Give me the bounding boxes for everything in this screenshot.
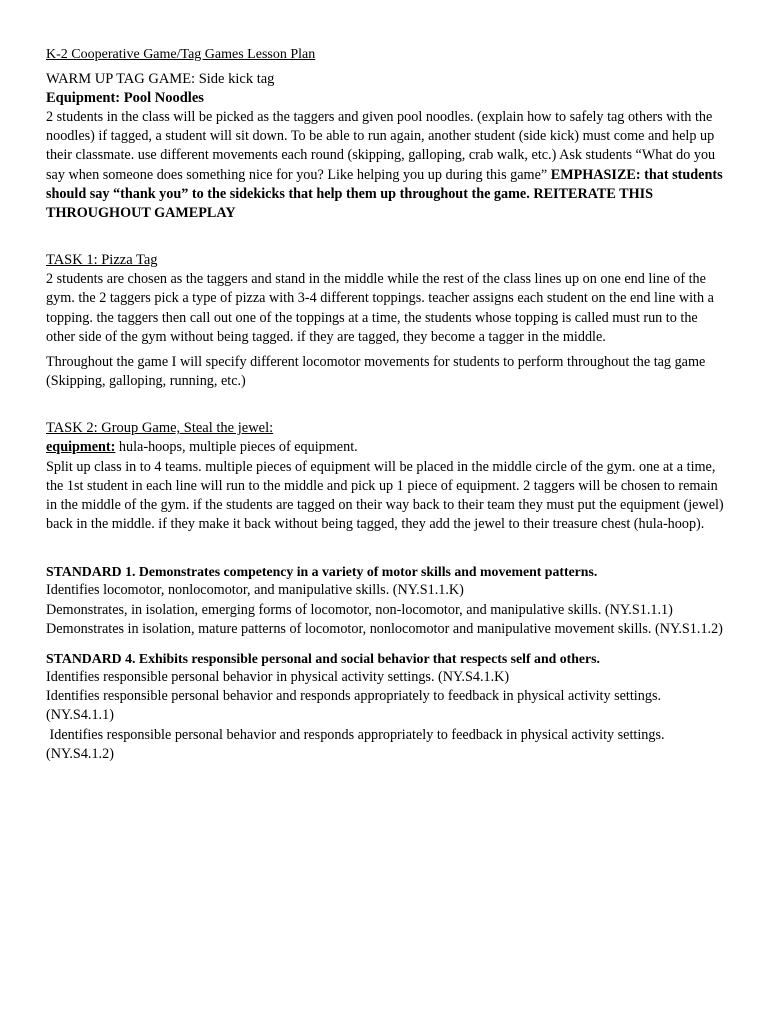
- standard4-line: Identifies responsible personal behavior in physical activity settings. (NY.S4.1.K): [46, 669, 510, 686]
- standard1-heading: STANDARD 1. Demonstrates competency in a variety of motor skills and movement patterns.: [46, 564, 598, 580]
- task1-heading: TASK 1: Pizza Tag: [46, 252, 158, 269]
- task2-equipment-label: equipment:: [46, 439, 116, 456]
- task2-heading: TASK 2: Group Game, Steal the jewel:: [46, 420, 274, 437]
- document-title: K-2 Cooperative Game/Tag Games Lesson Plan: [46, 47, 316, 62]
- warmup-equipment: Equipment: Pool Noodles: [46, 90, 204, 106]
- standard4-heading: STANDARD 4. Exhibits responsible personal and social behavior that respects self and others.: [46, 651, 600, 667]
- warmup-heading: WARM UP TAG GAME: Side kick tag: [46, 71, 275, 87]
- warmup-section: [46, 70, 730, 223]
- task2-equipment: [46, 438, 730, 457]
- task2-section: [46, 419, 730, 534]
- warmup-emphasis: EMPHASIZE: that students should say “thank you” to the sidekicks that help them up throughout the game. REITERATE THIS THROUGHOUT GAMEPLAY: [46, 166, 723, 222]
- standard1-line: Identifies locomotor, nonlocomotor, and manipulative skills. (NY.S1.1.K): [46, 582, 464, 599]
- standard4-section: [46, 649, 730, 764]
- standard1-line: Demonstrates, in isolation, emerging forms of locomotor, non-locomotor, and manipulative skills. (NY.S1.1.1): [46, 601, 673, 618]
- standard1-line: Demonstrates in isolation, mature patterns of locomotor, nonlocomotor and manipulative movement skills. (NY.S1.1.2): [46, 620, 723, 637]
- task2-equipment-value: hula-hoops, multiple pieces of equipment.: [115, 439, 358, 456]
- task1-body-2: Throughout the game I will specify different locomotor movements for students to perform throughout the tag game (Skipping, galloping, running, etc.): [46, 354, 706, 390]
- standard4-line: Identifies responsible personal behavior and responds appropriately to feedback in physical activity settings. (NY.S4.1.2): [46, 726, 669, 762]
- task1-body-1: 2 students are chosen as the taggers and stand in the middle while the rest of the class lines up on one end line of the gym. the 2 taggers pick a type of pizza with 3-4 different toppings. teacher assigns each student on the end line with a topping. the taggers then call out one of the toppings at a time, the students whose topping is called must run to the other side of the gym without being tagged. if they are tagged, they become a tagger in the middle.: [46, 271, 714, 345]
- task1-section: [46, 251, 730, 391]
- task2-body: Split up class in to 4 teams. multiple pieces of equipment will be placed in the middle circle of the gym. one at a time, the 1st student in each line will run to the middle and pick up 1 piece of equipment. 2 taggers will be chosen to remain in the middle of the gym. if the students are tagged on their way back to their team they must put the equipment (jewel) back in the middle. if they make it back without being tagged, they add the jewel to their treasure chest (hula-hoop).: [46, 458, 724, 533]
- warmup-body-text: 2 students in the class will be picked as the taggers and given pool noodles. (explain how to safely tag others with the noodles) if tagged, a student will sit down. To be able to run again, another student (side kick) must come and help up their classmate. use different movements each round (skipping, galloping, crab walk, etc.) Ask students “What do you say when someone does something nice for you? Like helping you up during this game”: [46, 109, 716, 183]
- lesson-plan-page: [46, 46, 730, 764]
- warmup-body: [46, 108, 730, 223]
- standard1-section: [46, 562, 730, 639]
- standard4-line: Identifies responsible personal behavior and responds appropriately to feedback in physical activity settings. (NY.S4.1.1): [46, 688, 662, 724]
